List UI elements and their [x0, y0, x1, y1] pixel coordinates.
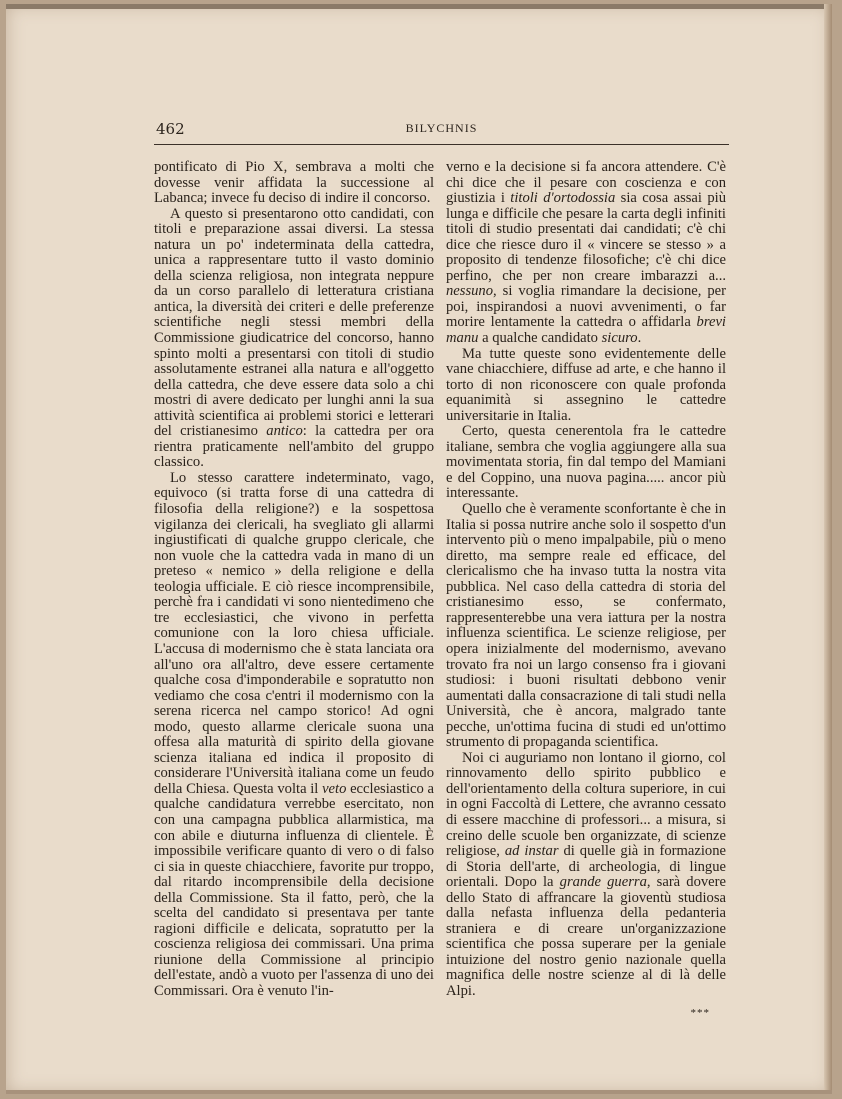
text-run: sia cosa assai più lunga e difficile che pesare la carta degli infiniti titoli di studio presentati dai candidati; c'è chi dice che riesce duro il « vincere se stesso » a proposito di tendenze filosofiche; c'è chi dice perfino, che per non creare imbarazzi a... — [446, 190, 726, 284]
page-number: 462 — [156, 120, 185, 138]
page-edge — [824, 4, 832, 1094]
italic-text: brevi manu — [446, 314, 726, 347]
text-run: : la cattedra per ora rientra praticamente nell'ambito del gruppo classico. — [154, 423, 434, 471]
text-run: , si voglia rimandare la decisione, per poi, inspirandosi a nuovi avvenimenti, o far morire lentamente la cattedra o affidarla — [446, 283, 726, 331]
text-run: Noi ci auguriamo non lontano il giorno, col rinnovamento dello spirito pubblico e dell'orientamento della coltura superiore, in cui in ogni Faccoltà di Lettere, che avranno cessato di essere macchine di professori... a misura, si creino delle scuole ben organizzate, di scienze religiose, — [446, 749, 726, 860]
text-run: A questo si presentarono otto candidati, con titoli e preparazione assai diversi. La stessa natura un po' indeterminata della cattedra, unica a rappresentare tutto il vasto dominio della scienza religiosa, non integrata neppure da un corso parallelo di letteratura cristiana antica, la diversità dei criteri e delle preferenze scientifiche negli stessi membri della Commissione giudicatrice del concorso, hanno spinto molti a presentarsi con titoli di studio assolutamente estranei alla natura e all'oggetto della cattedra, che deve essere data solo a chi mostri di avere dedicato per lunghi anni la sua attività scientifica ai problemi storici e letterari del cristianesimo — [154, 205, 434, 440]
text-run: ecclesiastico a qualche candidatura verrebbe esercitato, non con una campagna pubblica allarmistica, ma con abile e diuturna influenza di clientele. È impossibile verificare quanto di vero o di falso ci sia in queste chiacchiere, favorite pur troppo, dal ritardo incomprensibile della decisione della Commissione. Sta il fatto, però, che la scelta del candidato si presentava per tante ragioni difficile e delicata, sopratutto per la coscienza religiosa dei commissari. Una prima riunione della Commissione al principio dell'estate, andò a vuoto per l'assenza di uno dei Commissari. Ora è venuto l'in- — [154, 780, 434, 999]
text-run: di quelle già in formazione di Storia dell'arte, di archeologia, di lingue orientali. Dopo la — [446, 843, 726, 891]
italic-text: grande guerra — [559, 874, 647, 891]
paragraph — [446, 751, 726, 1000]
italic-text: antico — [266, 423, 303, 440]
page-header — [154, 118, 729, 145]
text-run: , sarà dovere dello Stato di affrancare la gioventù studiosa dalla nefasta influenza della pedanteria straniera e di creare un'organizzazione scientifica che possa superare per la geniale intuizione del nostro genio nazionale quella magnifica delle nostre scienze al di là delle Alpi. — [446, 874, 726, 999]
paragraph: Ma tutte queste sono evidentemente delle vane chiacchiere, diffuse ad arte, e che hanno il torto di non riconoscere con quale profonda equanimità si assegnino le cattedre universitarie in Italia. — [446, 345, 726, 424]
italic-text: veto — [322, 780, 347, 797]
text-run: a qualche candidato — [478, 330, 602, 347]
paragraph — [446, 160, 726, 347]
running-head: BILYCHNIS — [405, 121, 478, 135]
text-run: . — [637, 330, 642, 347]
italic-text: titoli d'ortodossia — [510, 190, 616, 207]
italic-text: nessuno — [446, 283, 494, 300]
text-run: Lo stesso carattere indeterminato, vago, equivoco (si tratta forse di una cattedra di filosofia della religione?) e la sospettosa vigilanza dei clericali, ha svegliato gli allarmi ingiustificati di qualche gruppo clericale, che non vuole che la cattedra vada in mano di un preteso « nemico » della religione e della teologia ufficiale. E ciò riesce incomprensibile, perchè fra i candidati vi sono nientedimeno che tre ecclesiastici, che vivono in perfetta comunione con la loro chiesa ufficiale. L'accusa di modernismo che è stata lanciata ora all'uno ora all'altro, deve essere certamente qualche cosa d'imponderabile e sopratutto non vediamo che cosa c'entri il modernismo con la serena ricerca nel campo storico! Ad ogni modo, questo allarme clericale suona una offesa alla maturità di spirito della giovane scienza italiana ed indica il proposito di considerare l'Università italiana come un feudo della Chiesa. Questa volta il — [154, 469, 434, 797]
left-column — [154, 160, 434, 1000]
paragraph — [154, 471, 434, 1000]
bottom-border — [6, 1090, 832, 1094]
top-border — [6, 4, 832, 9]
paragraph: pontificato di Pio X, sembrava a molti che dovesse venir affidata la successione al Labanca; invece fu deciso di indire il concorso. — [154, 159, 434, 207]
italic-text: sicuro — [601, 330, 638, 347]
paragraph: Certo, questa cenerentola fra le cattedre italiane, sembra che voglia aggiungere alla sua movimentata storia, fin dal tempo del Mamiani e del Coppino, una nuova pagina..... ancor più interessante. — [446, 423, 726, 502]
paragraph — [154, 207, 434, 471]
signature-asterisks: *** — [690, 1006, 710, 1019]
italic-text: ad instar — [504, 843, 559, 860]
right-column — [446, 160, 726, 1021]
text-run: verno e la decisione si fa ancora attendere. C'è chi dice che il pesare con coscienza e con giustizia i — [446, 159, 726, 207]
paragraph: Quello che è veramente sconfortante è che in Italia si possa nutrire anche solo il sospetto d'un intervento più o meno impalpabile, più o meno diretto, ma sempre reale ed efficace, del clericalismo che ha invaso tutta la nostra vita pubblica. Nel caso della cattedra di storia del cristianesimo esso, se confermato, rappresenterebbe una vera iattura per la nostra influenza scientifica. Le scienze religiose, per opera inizialmente del modernismo, avevano trovato fra noi un largo consenso fra i giovani studiosi: i buoni risultati debbono venir aumentati dalla consacrazione di tali studi nella Università, che è ancora, malgrado tante pecche, un'ottima fucina di studi ed un'ottimo strumento di propaganda scientifica. — [446, 501, 726, 751]
